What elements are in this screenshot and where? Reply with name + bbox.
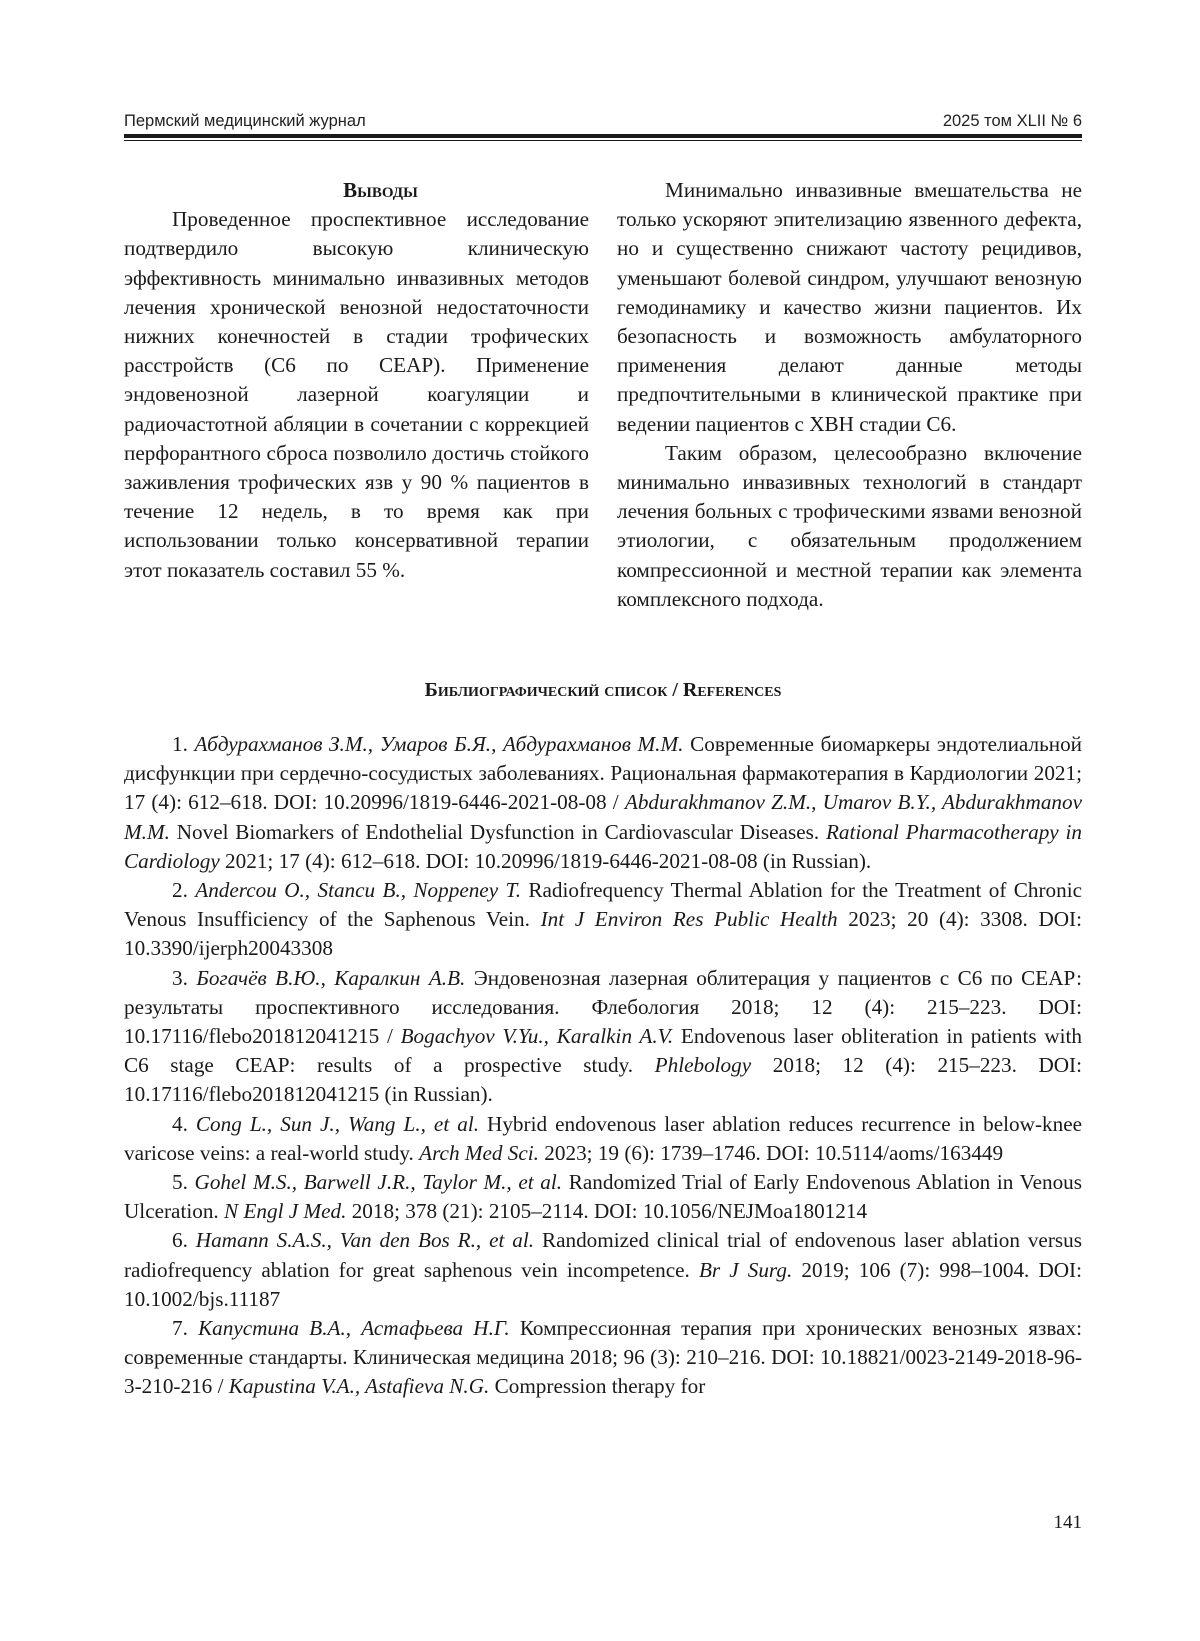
issue-info: 2025 том XLII № 6: [942, 112, 1082, 130]
bibliography-heading: Библиографический список / References: [424, 679, 782, 701]
reference-journal: N Engl J Med.: [224, 1199, 347, 1224]
conclusions-paragraph: Минимально инвазивные вмешательства не только ускоряют эпителизацию язвенного дефекта, но и существенно снижают частоту рецидивов, уменьшают болевой синдром, улучшают венозную гемодинамику и качество жизни пациентов. Их безопасность и возможность амбулаторного применения делают данные методы предпочтительными в клинической практике при ведении пациентов с ХВН стадии С6.: [617, 178, 1082, 436]
reference-journal: Arch Med Sci.: [419, 1140, 539, 1165]
reference-authors: Kapustina V.A., Astafieva N.G.: [228, 1374, 490, 1399]
running-header: [124, 108, 1082, 132]
reference-journal: Rational Pharmacotherapy in Cardiology: [124, 819, 1082, 873]
reference-item: 2. Andercou O., Stancu B., Noppeney T. Radiofrequency Thermal Ablation for the Treatment of Chronic Venous Insufficiency of the Saphenous Vein. Int J Environ Res Public Health 2023; 20 (4): 3308. DOI: 10.3390/ijerph20043308: [124, 878, 1083, 961]
reference-item: 1. Абдурахманов З.М., Умаров Б.Я., Абдурахманов М.М. Современные биомаркеры эндотелиальной дисфункции при сердечно-сосудистых заболеваниях. Рациональная фармакотерапия в Кардиологии 2021; 17 (4): 612–618. DOI: 10.20996/1819-6446-2021-08-08 / Abdurakhmanov Z.M., Umarov B.Y., Abdurakhmanov M.M. Novel Biomarkers of Endothelial Dysfunction in Cardiovascular Diseases. Rational Pharmacotherapy in Cardiology 2021; 17 (4): 612–618. DOI: 10.20996/1819-6446-2021-08-08 (in Russian).: [124, 732, 1083, 873]
journal-title: Пермский медицинский журнал: [124, 112, 366, 130]
page-number: 141: [1053, 1512, 1082, 1533]
reference-authors: Cong L., Sun J., Wang L., et al.: [195, 1111, 480, 1136]
reference-authors: Abdurakhmanov Z.M., Umarov B.Y., Abdurakhmanov M.M.: [124, 790, 1083, 844]
conclusions-left-column: [124, 176, 589, 585]
reference-item: 7. Капустина В.А., Астафьева Н.Г. Компрессионная терапия при хронических венозных язвах: современные стандарты. Клиническая медицина 2018; 96 (3): 210–216. DOI: 10.18821/0023-2149-2018-96-3-210-216 / Kapustina V.A., Astafieva N.G. Compression therapy for: [124, 1316, 1083, 1399]
reference-authors: Gohel M.S., Barwell J.R., Taylor M., et al.: [194, 1170, 563, 1195]
reference-authors: Hamann S.A.S., Van den Bos R., et al.: [195, 1228, 535, 1253]
reference-journal: Int J Environ Res Public Health: [540, 907, 838, 932]
header-rule-thin: [124, 140, 1082, 141]
reference-journal: Br J Surg.: [698, 1257, 793, 1282]
reference-journal: Phlebology: [654, 1053, 752, 1078]
reference-item: 3. Богачёв В.Ю., Каралкин А.В. Эндовенозная лазерная облитерация у пациентов с С6 по СЕАР: результаты проспективного исследования. Флебология 2018; 12 (4): 215–223. DOI: 10.17116/flebo201812041215 / Bogachyov V.Yu., Karalkin A.V. Endovenous laser obliteration in patients with C6 stage CEAP: results of a prospective study. Phlebology 2018; 12 (4): 215–223. DOI: 10.17116/flebo201812041215 (in Russian).: [124, 965, 1083, 1107]
header-rule: [124, 134, 1082, 138]
reference-item: 6. Hamann S.A.S., Van den Bos R., et al. Randomized clinical trial of endovenous laser ablation versus radiofrequency ablation for great saphenous vein incompetence. Br J Surg. 2019; 106 (7): 998–1004. DOI: 10.1002/bjs.11187: [124, 1228, 1082, 1311]
reference-authors: Капустина В.А., Астафьева Н.Г.: [198, 1316, 510, 1341]
conclusions-heading: Выводы: [343, 178, 418, 202]
conclusions-paragraph: Таким образом, целесообразно включение минимально инвазивных технологий в стандарт лечения больных с трофическими язвами венозной этиологии, с обязательным продолжением компрессионной и местной терапии как элемента комплексного подхода.: [617, 440, 1082, 611]
conclusions-paragraph: Проведенное проспективное исследование подтвердило высокую клиническую эффективность минимально инвазивных методов лечения хронической венозной недостаточности нижних конечностей в стадии трофических расстройств (С6 по СЕАР). Применение эндовенозной лазерной коагуляции и радиочастотной абляции в сочетании с коррекцией перфорантного сброса позволило достичь стойкого заживления трофических язв у 90 % пациентов в течение 12 недель, в то время как при использовании только консервативной терапии этот показатель составил 55 %.: [124, 207, 589, 582]
reference-item: 5. Gohel M.S., Barwell J.R., Taylor M., et al. Randomized Trial of Early Endovenous Ablation in Venous Ulceration. N Engl J Med. 2018; 378 (21): 2105–2114. DOI: 10.1056/NEJMoa1801214: [124, 1170, 1083, 1224]
reference-authors: Andercou O., Stancu B., Noppeney T.: [195, 878, 521, 903]
conclusions-right-column: [617, 176, 1082, 614]
reference-authors: Bogachyov V.Yu., Karalkin A.V.: [400, 1024, 674, 1049]
reference-authors: Богачёв В.Ю., Каралкин А.В.: [196, 965, 466, 990]
reference-item: 4. Cong L., Sun J., Wang L., et al. Hybrid endovenous laser ablation reduces recurrence in below-knee varicose veins: a real-world study. Arch Med Sci. 2023; 19 (6): 1739–1746. DOI: 10.5114/aoms/163449: [124, 1111, 1082, 1165]
reference-list: [124, 730, 1082, 1402]
reference-authors: Абдурахманов З.М., Умаров Б.Я., Абдурахманов М.М.: [194, 732, 684, 756]
